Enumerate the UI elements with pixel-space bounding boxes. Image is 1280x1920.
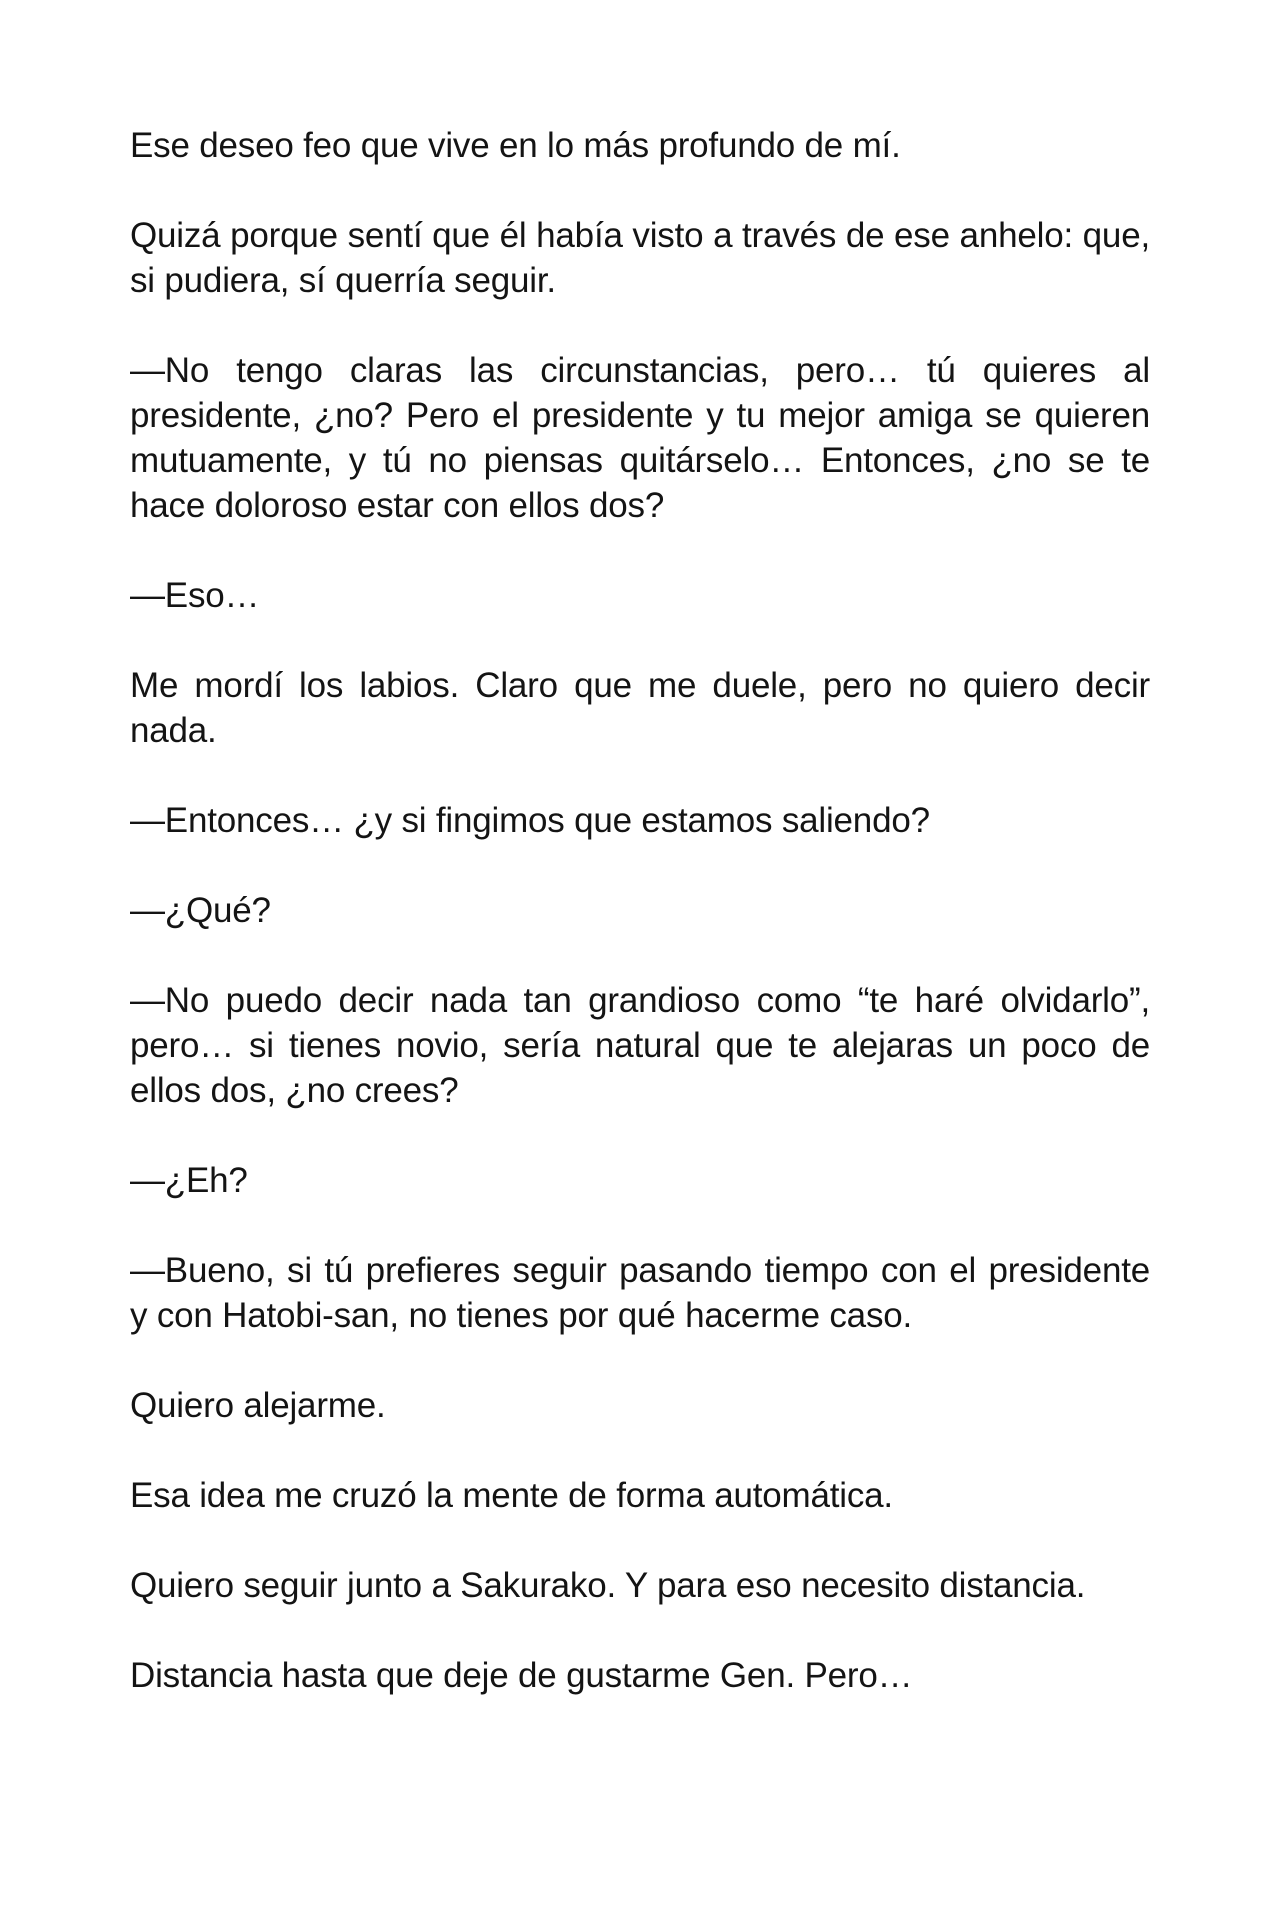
paragraph: —No tengo claras las circunstancias, pero… tú quieres al presidente, ¿no? Pero el presidente y tu mejor amiga se quieren mutuamente, y tú no piensas quitárselo… Entonces, ¿no se te hace doloroso estar con ellos dos? <box>130 351 1150 525</box>
paragraph: Quiero seguir junto a Sakurako. Y para eso necesito distancia. <box>130 1566 1086 1605</box>
paragraph: —Eso… <box>130 576 260 615</box>
paragraph: Me mordí los labios. Claro que me duele, pero no quiero decir nada. <box>130 666 1150 750</box>
paragraph: —Entonces… ¿y si fingimos que estamos saliendo? <box>130 801 930 840</box>
paragraph: Quiero alejarme. <box>130 1386 386 1425</box>
text-column <box>130 123 1150 1698</box>
paragraph: Quizá porque sentí que él había visto a través de ese anhelo: que, si pudiera, sí querría seguir. <box>130 216 1150 300</box>
paragraph: Ese deseo feo que vive en lo más profundo de mí. <box>130 126 901 165</box>
paragraph: —No puedo decir nada tan grandioso como “te haré olvidarlo”, pero… si tienes novio, sería natural que te alejaras un poco de ellos dos, ¿no crees? <box>130 981 1150 1110</box>
paragraph: —Bueno, si tú prefieres seguir pasando tiempo con el presidente y con Hatobi-san, no tienes por qué hacerme caso. <box>130 1251 1150 1335</box>
paragraph: —¿Eh? <box>130 1161 248 1200</box>
paragraph: Distancia hasta que deje de gustarme Gen. Pero… <box>130 1656 913 1695</box>
paragraph: —¿Qué? <box>130 891 271 930</box>
paragraph: Esa idea me cruzó la mente de forma automática. <box>130 1476 893 1515</box>
